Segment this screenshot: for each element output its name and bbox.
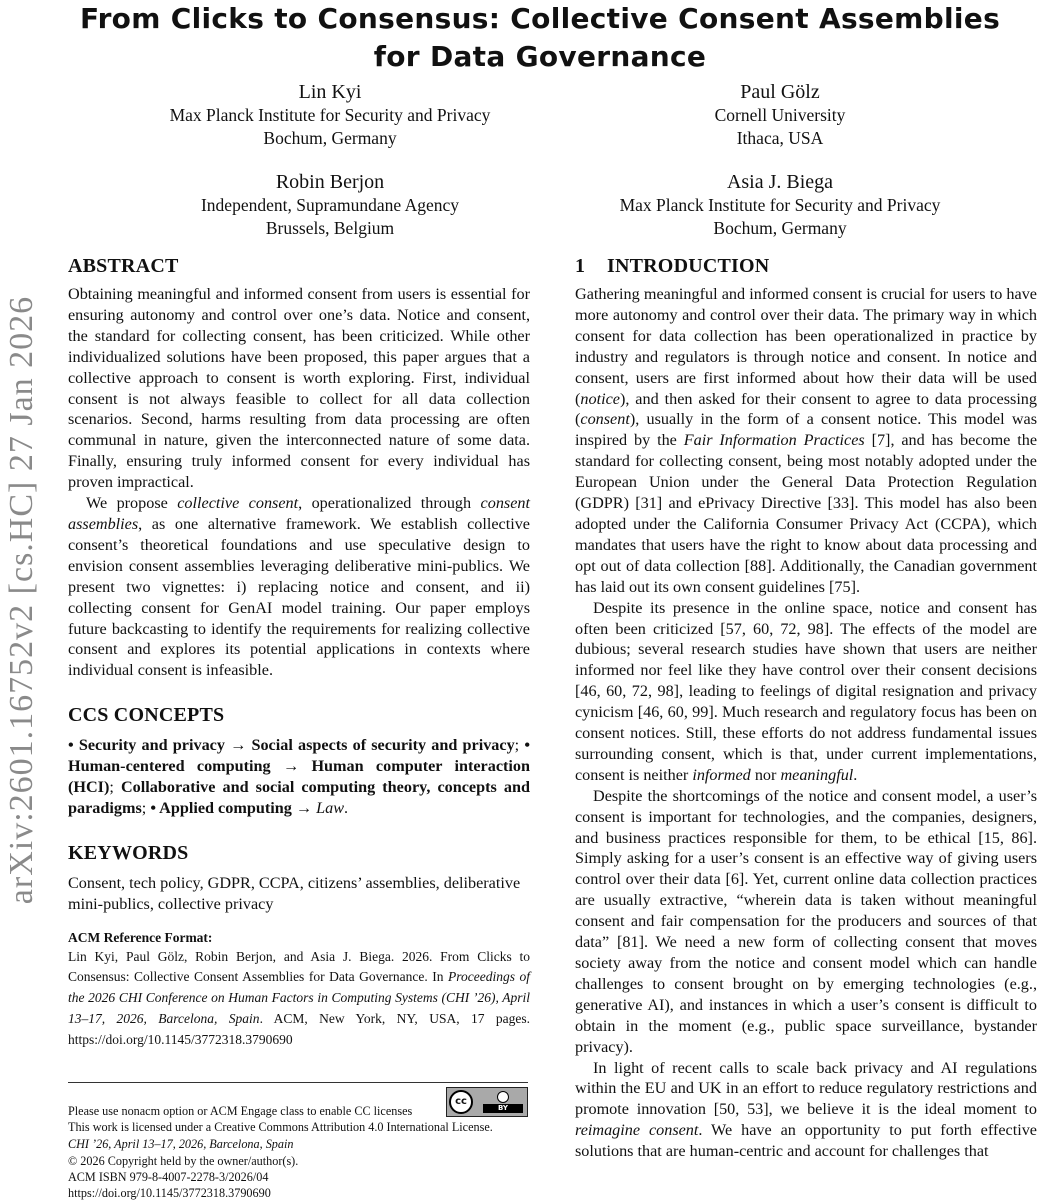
keywords-text: Consent, tech policy, GDPR, CCPA, citizens’ assemblies, deliberative mini-publics, collective privacy — [68, 873, 521, 913]
author-name: Paul Gölz — [740, 81, 820, 103]
author-affiliation: Cornell University — [714, 105, 846, 125]
section-heading — [575, 252, 1037, 280]
keywords-heading: KEYWORDS — [68, 841, 189, 864]
acm-reference-heading: ACM Reference Format: — [68, 929, 213, 945]
right-column — [575, 252, 1037, 1162]
author-name: Robin Berjon — [275, 171, 385, 193]
author-affiliation: Max Planck Institute for Security and Privacy — [619, 195, 941, 215]
section-number: 1 — [575, 255, 586, 277]
copyright: © 2026 Copyright held by the owner/author(s). — [68, 1154, 299, 1168]
intro-paragraph: Despite the shortcomings of the notice and consent model, a user’s consent is important for technologies, and the companies, designers, and business practices responsible for them, to be ethical [15, 86]. Simply asking for a user’s consent is an effective way of giving users control over their data [6]. Yet, current online data collection practices are usually extractive, “wherein data is taken without meaningful consent and fair compensation for the producers and sources of that data” [81]. We need a new form of collecting consent that moves society away from the notice and consent model which can handle challenges to consent brought on by emerging technologies (e.g., generative AI), and instances in which a user’s consent is difficult to obtain in the moment (e.g., public space surveillance, bystander privacy). — [575, 786, 1037, 1056]
author-block — [570, 170, 990, 239]
author-location: Bochum, Germany — [713, 217, 847, 238]
conference-info: CHI ’26, April 13–17, 2026, Barcelona, Spain — [68, 1137, 294, 1151]
intro-paragraph: In light of recent calls to scale back privacy and AI regulations within the EU and UK in an effort to reduce regulatory restrictions and promote innovation [50, 53], we believe it is the ideal moment to reimagine consent. We have an opportunity to put forth effective solutions that are human-centric and account for challenges that — [575, 1058, 1037, 1161]
section-title: INTRODUCTION — [607, 255, 770, 277]
by-label: BY — [483, 1104, 523, 1113]
arxiv-stamp: arXiv:2601.16752v2 [cs.HC] 27 Jan 2026 — [3, 295, 40, 905]
ccs-heading: CCS CONCEPTS — [68, 704, 225, 727]
author-affiliation: Independent, Supramundane Agency — [200, 195, 460, 215]
author-affiliation: Max Planck Institute for Security and Privacy — [169, 105, 491, 125]
acm-reference-text: Lin Kyi, Paul Gölz, Robin Berjon, and Asia J. Biega. 2026. From Clicks to Consensus: Collective Consent Assemblies for Data Governance. In Proceedings of the 2026 CHI Conference on Human Factors in Computing Systems (CHI ’26), April 13–17, 2026, Barcelona, Spain. ACM, New York, NY, USA, 17 pages. https://doi.org/10.1145/3772318.3790690 — [68, 948, 530, 1047]
license-text: This work is licensed under a Creative Commons Attribution 4.0 International License. — [68, 1120, 493, 1134]
person-icon — [497, 1091, 509, 1103]
attribution-icon — [483, 1091, 523, 1113]
ccs-concepts: • Security and privacy → Social aspects of security and privacy; • Human-centered computing → Human computer interaction (HCI); Collaborative and social computing theory, concepts and paradigms; • Applied computing → Law. — [68, 736, 531, 817]
author-location: Bochum, Germany — [263, 127, 397, 148]
cc-by-license-badge[interactable] — [446, 1087, 528, 1117]
author-name: Lin Kyi — [298, 81, 362, 103]
cc-notice: Please use nonacm option or ACM Engage class to enable CC licenses — [68, 1104, 413, 1118]
author-name: Asia J. Biega — [726, 171, 834, 193]
abstract-heading: ABSTRACT — [68, 255, 179, 277]
abstract-paragraph: Obtaining meaningful and informed consent from users is essential for ensuring autonomy and control over one’s data. Notice and consent, the standard for collecting consent, has been criticized. While other individualized solutions have been proposed, this paper argues that a collective approach to consent is worth exploring. First, individual consent is not always feasible to collect for all data collection scenarios. Second, harms resulting from data processing are often communal in nature, given the interconnected nature of some data. Finally, ensuring truly informed consent for every individual has proven impractical. — [68, 285, 530, 492]
isbn: ACM ISBN 979-8-4007-2278-3/2026/04 — [68, 1170, 269, 1184]
abstract-paragraph: We propose collective consent, operationalized through consent assemblies, as one alternative framework. We establish collective consent’s theoretical foundations and use speculative design to envision consent assemblies leveraging deliberative mini-publics. We present two vignettes: i) replacing notice and consent, and ii) collecting consent for GenAI model training. Our paper employs future backcasting to identify the requirements for realizing collective consent and explores its potential applications in contexts where individual consent is infeasible. — [68, 494, 530, 680]
author-block — [120, 170, 540, 239]
creative-commons-icon: cc — [449, 1090, 473, 1114]
doi-link[interactable]: https://doi.org/10.1145/3772318.3790690 — [68, 1186, 271, 1200]
intro-paragraph: Despite its presence in the online space, notice and consent has often been criticized [57, 60, 72, 98]. The effects of the model are dubious; several research studies have shown that users are neither informed nor feel like they have control over their consent decisions [46, 60, 72, 98], leading to feelings of digital resignation and privacy cynicism [46, 60, 99]. Much research and regulatory focus has been on consent notices. Still, these efforts do not address fundamental issues surrounding consent, which is that, under current implementations, consent is neither informed nor meaningful. — [575, 598, 1037, 784]
author-location: Ithaca, USA — [736, 127, 824, 148]
author-location: Brussels, Belgium — [265, 217, 395, 238]
paper-title: From Clicks to Consensus: Collective Consent Assemblies for Data Governance — [79, 2, 1001, 73]
footnote-rule — [68, 1082, 528, 1083]
intro-paragraph: Gathering meaningful and informed consent is crucial for users to have more autonomy and control over their data. The primary way in which consent for data collection has been operationalized in practice by industry and regulators is through notice and consent. In notice and consent, users are first informed about how their data will be used (notice), and then asked for their consent to agree to data processing (consent), usually in the form of a consent notice. This model was inspired by the Fair Information Practices [7], and has become the standard for collecting consent, being most notably adopted under the European Union under the General Data Protection Regulation (GDPR) [31] and ePrivacy Directive [33]. This model has also been adopted under the California Consumer Privacy Act (CCPA), which mandates that users have the right to know about data processing and opt out of data collection [88]. Additionally, the Canadian government has laid out its own consent guidelines [75]. — [575, 285, 1038, 596]
author-block — [570, 80, 990, 149]
author-block — [120, 80, 540, 149]
left-column — [68, 252, 530, 1051]
